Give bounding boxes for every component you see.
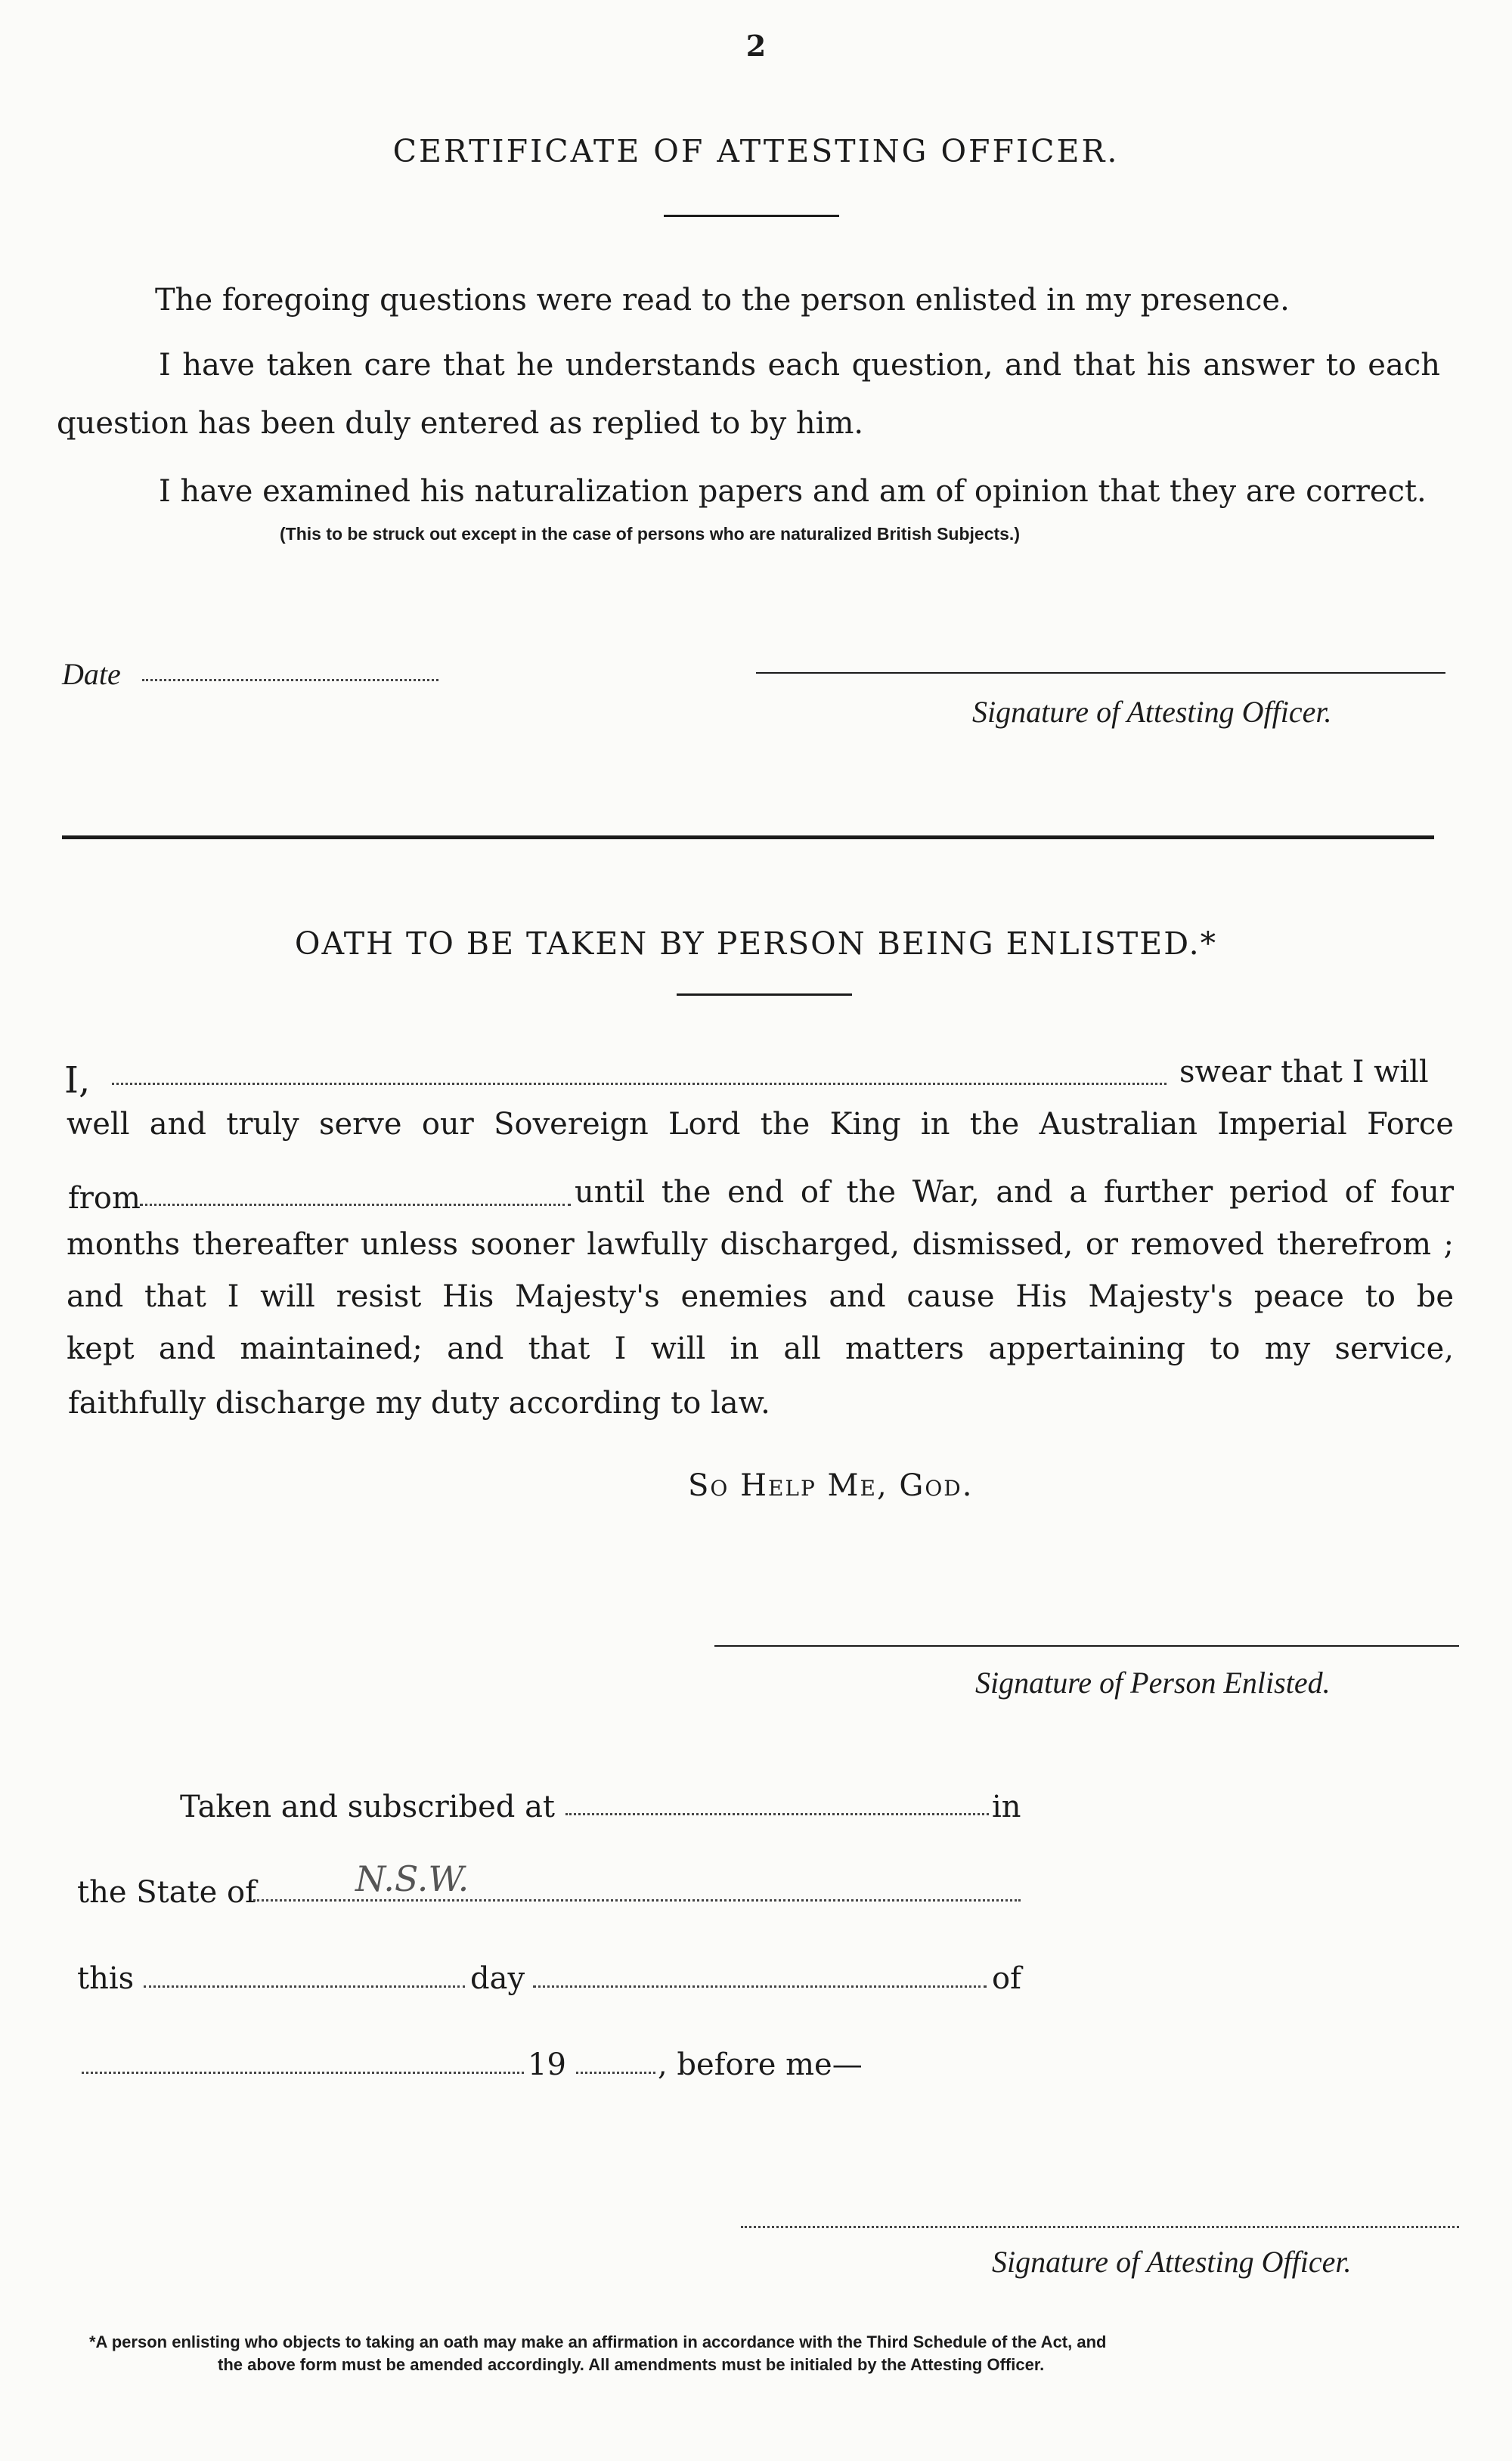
of-label: of <box>992 1961 1021 1996</box>
footnote-line-2: the above form must be amended accordingly. All amendments must be initialed by the Attesting Officer. <box>218 2355 1045 2374</box>
naturalization-note: (This to be struck out except in the case of persons who are naturalized British Subjects.) <box>280 524 1020 544</box>
person-enlisted-signature-label: Signature of Person Enlisted. <box>975 1666 1331 1700</box>
certificate-line-3: I have examined his naturalization papers and am of opinion that they are correct. <box>159 474 1427 509</box>
footnote-line-1: *A person enlisting who objects to taking an oath may make an affirmation in accordance with the Third Schedule of the Act, and <box>89 2332 1107 2351</box>
state-field[interactable] <box>253 1899 1021 1902</box>
enlistee-name-field[interactable] <box>112 1083 1167 1085</box>
oath-title: OATH TO BE TAKEN BY PERSON BEING ENLISTED.* <box>294 925 1218 962</box>
date-label: Date <box>62 657 121 691</box>
state-label: the State of <box>77 1875 256 1910</box>
taken-label: Taken and subscribed at <box>180 1790 555 1824</box>
oath-line-6: kept and maintained; and that I will in all matters appertaining to my service, <box>67 1331 1454 1366</box>
oath-closing: So Help Me, God. <box>688 1468 974 1503</box>
oath-from-label: from <box>68 1181 141 1216</box>
title-divider <box>664 215 839 217</box>
certificate-title: CERTIFICATE OF ATTESTING OFFICER. <box>392 133 1120 169</box>
day-label: day <box>470 1961 525 1996</box>
taken-at-field[interactable] <box>565 1813 989 1815</box>
oath-until: until the end of the War, and a further period of four <box>575 1175 1454 1210</box>
year-suffix-field[interactable] <box>576 2072 655 2074</box>
before-me: , before me— <box>658 2047 863 2082</box>
this-label: this <box>77 1961 135 1996</box>
day-field[interactable] <box>144 1985 465 1988</box>
oath-i-label: I, <box>64 1059 91 1102</box>
date-field[interactable] <box>142 679 438 681</box>
oath-swear: swear that I will <box>1179 1055 1429 1089</box>
oath-line-2: well and truly serve our Sovereign Lord the King in the Australian Imperial Force <box>67 1107 1454 1142</box>
in-label: in <box>992 1790 1021 1824</box>
attesting-officer-signature-line-1[interactable] <box>756 672 1445 674</box>
section-separator <box>62 835 1434 839</box>
certificate-line-2b: question has been duly entered as replied to by him. <box>57 406 864 441</box>
attesting-officer-signature-label-1: Signature of Attesting Officer. <box>972 695 1332 729</box>
page-number: 2 <box>745 29 767 63</box>
state-handwritten-value: N.S.W. <box>355 1858 469 1899</box>
certificate-line-2a: I have taken care that he understands each question, and that his answer to each <box>159 348 1440 383</box>
from-date-field[interactable] <box>140 1204 571 1206</box>
year-prefix: 19 <box>528 2047 566 2082</box>
month-field[interactable] <box>533 1985 987 1988</box>
attesting-officer-signature-line-2[interactable] <box>741 2226 1459 2228</box>
person-enlisted-signature-line[interactable] <box>714 1645 1459 1647</box>
oath-line-5: and that I will resist His Majesty's enemies and cause His Majesty's peace to be <box>67 1279 1454 1314</box>
attesting-officer-signature-label-2: Signature of Attesting Officer. <box>992 2245 1352 2279</box>
oath-line-4: months thereafter unless sooner lawfully discharged, dismissed, or removed therefrom ; <box>67 1227 1454 1262</box>
certificate-line-1: The foregoing questions were read to the person enlisted in my presence. <box>155 283 1290 318</box>
oath-title-divider <box>677 993 852 996</box>
oath-line-7: faithfully discharge my duty according to law. <box>68 1386 770 1421</box>
year-line-field[interactable] <box>82 2072 524 2074</box>
